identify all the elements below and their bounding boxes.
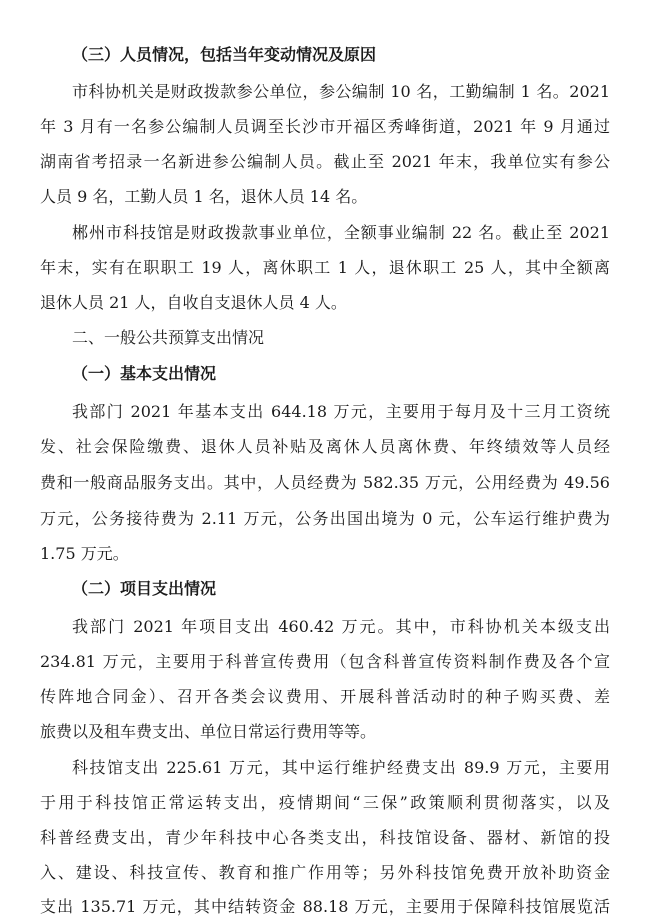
paragraph-line: 传阵地合同金）、召开各类会议费用、开展科普活动时的种子购买费、差 <box>40 687 610 706</box>
paragraph-line: 入、建设、科技宣传、教育和推广作用等；另外科技馆免费开放补助资金 <box>40 863 610 882</box>
paragraph-line: 我部门 2021 年项目支出 460.42 万元。其中，市科协机关本级支出 <box>72 617 610 636</box>
paragraph-line: 费和一般商品服务支出。其中，人员经费为 582.35 万元，公用经费为 49.56 <box>40 473 610 492</box>
paragraph-line: 发、社会保险缴费、退休人员补贴及离休人员离休费、年终绩效等人员经 <box>40 437 610 456</box>
section-heading-personnel: （三）人员情况，包括当年变动情况及原因 <box>72 45 377 64</box>
paragraph-line: 郴州市科技馆是财政拨款事业单位，全额事业编制 22 名。截止至 2021 <box>72 223 610 242</box>
paragraph-line: 人员 9 名，工勤人员 1 名，退休人员 14 名。 <box>40 187 368 206</box>
subsection-heading-basic: （一）基本支出情况 <box>72 364 217 383</box>
paragraph-line: 年末，实有在职职工 19 人，离休职工 1 人，退休职工 25 人，其中全额离 <box>40 258 610 277</box>
section-heading-budget: 二、一般公共预算支出情况 <box>72 328 265 347</box>
paragraph-line: 市科协机关是财政拨款参公单位，参公编制 10 名，工勤编制 1 名。2021 <box>72 82 610 101</box>
paragraph-line: 年 3 月有一名参公编制人员调至长沙市开福区秀峰街道，2021 年 9 月通过 <box>40 117 610 136</box>
paragraph-line: 科普经费支出，青少年科技中心各类支出，科技馆设备、器材、新馆的投 <box>40 828 610 847</box>
paragraph-line: 234.81 万元，主要用于科普宣传费用（包含科普宣传资料制作费及各个宣 <box>40 652 610 671</box>
paragraph-line: 万元，公务接待费为 2.11 万元，公务出国出境为 0 元，公车运行维护费为 <box>40 509 610 528</box>
paragraph-line: 科技馆支出 225.61 万元，其中运行维护经费支出 89.9 万元，主要用 <box>72 758 610 777</box>
paragraph-line: 我部门 2021 年基本支出 644.18 万元，主要用于每月及十三月工资统 <box>72 402 610 421</box>
subsection-heading-project: （二）项目支出情况 <box>72 579 217 598</box>
paragraph-line: 支出 135.71 万元，其中结转资金 88.18 万元，主要用于保障科技馆展览活 <box>40 897 610 916</box>
paragraph-line: 湖南省考招录一名新进参公编制人员。截止至 2021 年末，我单位实有参公 <box>40 152 610 171</box>
paragraph-line: 旅费以及租车费支出、单位日常运行费用等等。 <box>40 722 377 741</box>
paragraph-line: 于用于科技馆正常运转支出，疫情期间“三保”政策顺利贯彻落实，以及 <box>40 793 610 812</box>
paragraph-line: 1.75 万元。 <box>40 544 129 563</box>
paragraph-line: 退休人员 21 人，自收自支退休人员 4 人。 <box>40 293 347 312</box>
